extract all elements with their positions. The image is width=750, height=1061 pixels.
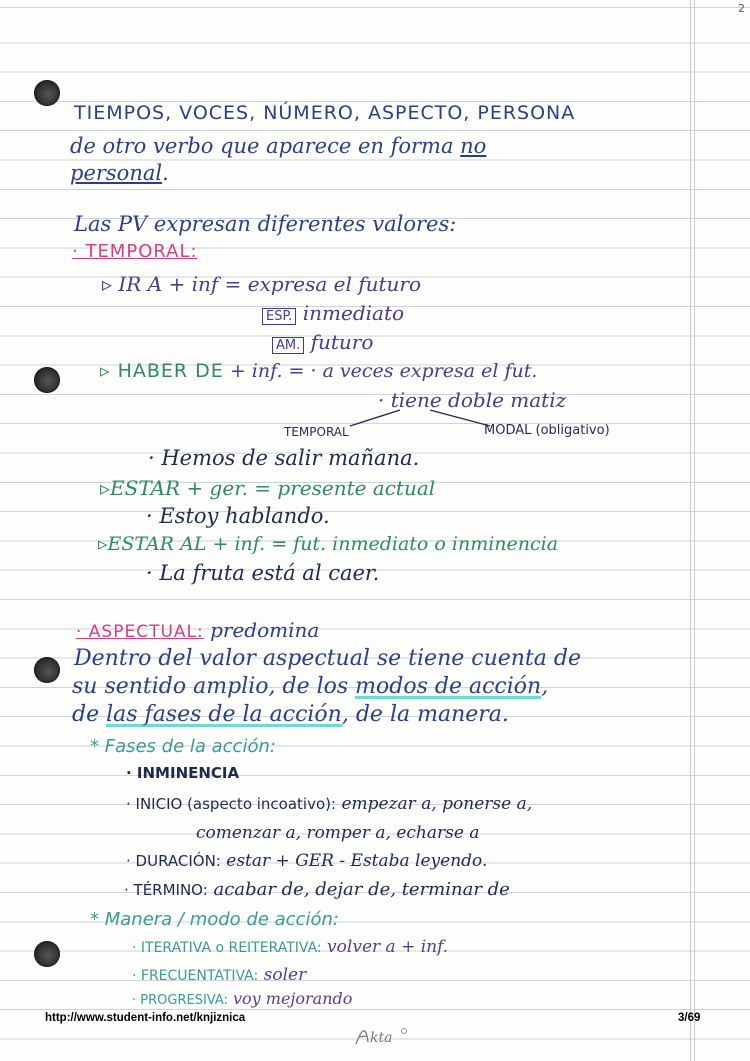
page-number: 3/69	[678, 1012, 701, 1024]
comenzar-line: comenzar a, romper a, echarse a	[196, 823, 480, 843]
fases-title: * Fases de la acción:	[90, 736, 276, 757]
progresiva-text: voy mejorando	[227, 989, 353, 1008]
intro-line-2	[70, 136, 486, 157]
frecuentativa-item	[132, 967, 306, 984]
inminencia-item: · INMINENCIA	[126, 764, 240, 782]
duracion-item	[126, 853, 487, 870]
aspectual-line-3	[72, 704, 509, 726]
esp-box: ESP.	[262, 308, 296, 325]
intro-line-1: TIEMPOS, VOCES, NÚMERO, ASPECTO, PERSONA	[74, 102, 576, 124]
haber-de-rule	[100, 362, 537, 381]
modos-de-accion-highlight: modos de acción	[355, 674, 542, 699]
am-value: futuro	[310, 330, 374, 354]
aspectual-line-3-end: , de la manera.	[341, 702, 509, 727]
haber-de-label: ▹ HABER DE	[100, 360, 224, 382]
iterativa-item	[132, 939, 448, 956]
estar-ger-rule: ▹ESTAR + ger. = presente actual	[100, 476, 436, 500]
source-url-link[interactable]: http://www.student-info.net/knjiznica	[45, 1012, 246, 1024]
aspectual-line-1: Dentro del valor aspectual se tiene cuenta de	[74, 646, 581, 671]
iterativa-text: volver a + inf.	[321, 937, 449, 957]
corner-mark: 2	[738, 2, 745, 15]
akta-logo	[348, 1022, 428, 1050]
frecuentativa-text: soler	[258, 965, 307, 985]
aspectual-heading-line	[76, 620, 319, 641]
am-box: AM.	[272, 337, 304, 354]
fases-de-accion-highlight: las fases de la acción	[106, 702, 342, 727]
modal-branch: MODAL (obligativo)	[484, 423, 610, 438]
binder-hole	[34, 367, 60, 393]
temporal-heading: · TEMPORAL:	[72, 241, 198, 262]
intro-line-3-dot: .	[162, 161, 169, 185]
iterativa-label: · ITERATIVA o REITERATIVA:	[132, 940, 322, 956]
doble-matiz: · tiene doble matiz	[378, 388, 567, 412]
termino-label: · TÉRMINO:	[124, 881, 208, 899]
esp-value: inmediato	[302, 301, 405, 325]
inicio-verbs: empezar a, ponerse a,	[336, 794, 533, 814]
binder-hole	[34, 80, 60, 106]
progresiva-item	[132, 991, 352, 1007]
fruta-example: · La fruta está al caer.	[146, 561, 380, 585]
estar-al-rule: ▹ESTAR AL + inf. = fut. inmediato o inminencia	[98, 533, 559, 555]
temporal-branch: TEMPORAL	[284, 425, 349, 439]
aspectual-predomina: predomina	[203, 618, 320, 642]
aspectual-heading: · ASPECTUAL:	[76, 622, 204, 642]
termino-item	[124, 881, 510, 899]
hemos-example: · Hemos de salir mañana.	[148, 446, 420, 470]
inicio-label: · INICIO (aspecto incoativo):	[126, 795, 337, 813]
aspectual-line-3-de: de	[72, 702, 107, 727]
duracion-label: · DURACIÓN:	[126, 852, 221, 870]
haber-de-text: + inf. = · a veces expresa el fut.	[223, 360, 538, 382]
aspectual-line-2-text: su sentido amplio, de los	[72, 674, 356, 699]
ir-a-rule: ▹ IR A + inf = expresa el futuro	[102, 272, 422, 296]
progresiva-label: · PROGRESIVA:	[132, 993, 228, 1008]
values-intro: Las PV expresan diferentes valores:	[74, 212, 457, 236]
am-row	[272, 332, 373, 352]
aspectual-line-2-comma: ,	[541, 674, 549, 699]
binder-hole	[34, 941, 60, 967]
esp-row	[262, 303, 404, 323]
termino-verbs: acabar de, dejar de, terminar de	[207, 879, 510, 900]
intro-line-3	[70, 163, 169, 184]
binder-hole	[34, 657, 60, 683]
manera-title: * Manera / modo de acción:	[90, 909, 339, 930]
estoy-example: · Estoy hablando.	[146, 504, 330, 528]
intro-line-3-underlined: personal	[70, 161, 163, 185]
duracion-text: estar + GER - Estaba leyendo.	[220, 851, 488, 871]
inicio-item	[126, 796, 532, 813]
aspectual-line-2	[72, 676, 548, 698]
intro-line-2-underlined: no	[460, 134, 487, 158]
svg-text:kta: kta	[370, 1030, 393, 1046]
frecuentativa-label: · FRECUENTATIVA:	[132, 968, 259, 984]
right-margin-line-2	[694, 0, 695, 1061]
right-margin-line	[690, 0, 691, 1061]
intro-line-2-text: de otro verbo que aparece en forma	[70, 134, 461, 158]
